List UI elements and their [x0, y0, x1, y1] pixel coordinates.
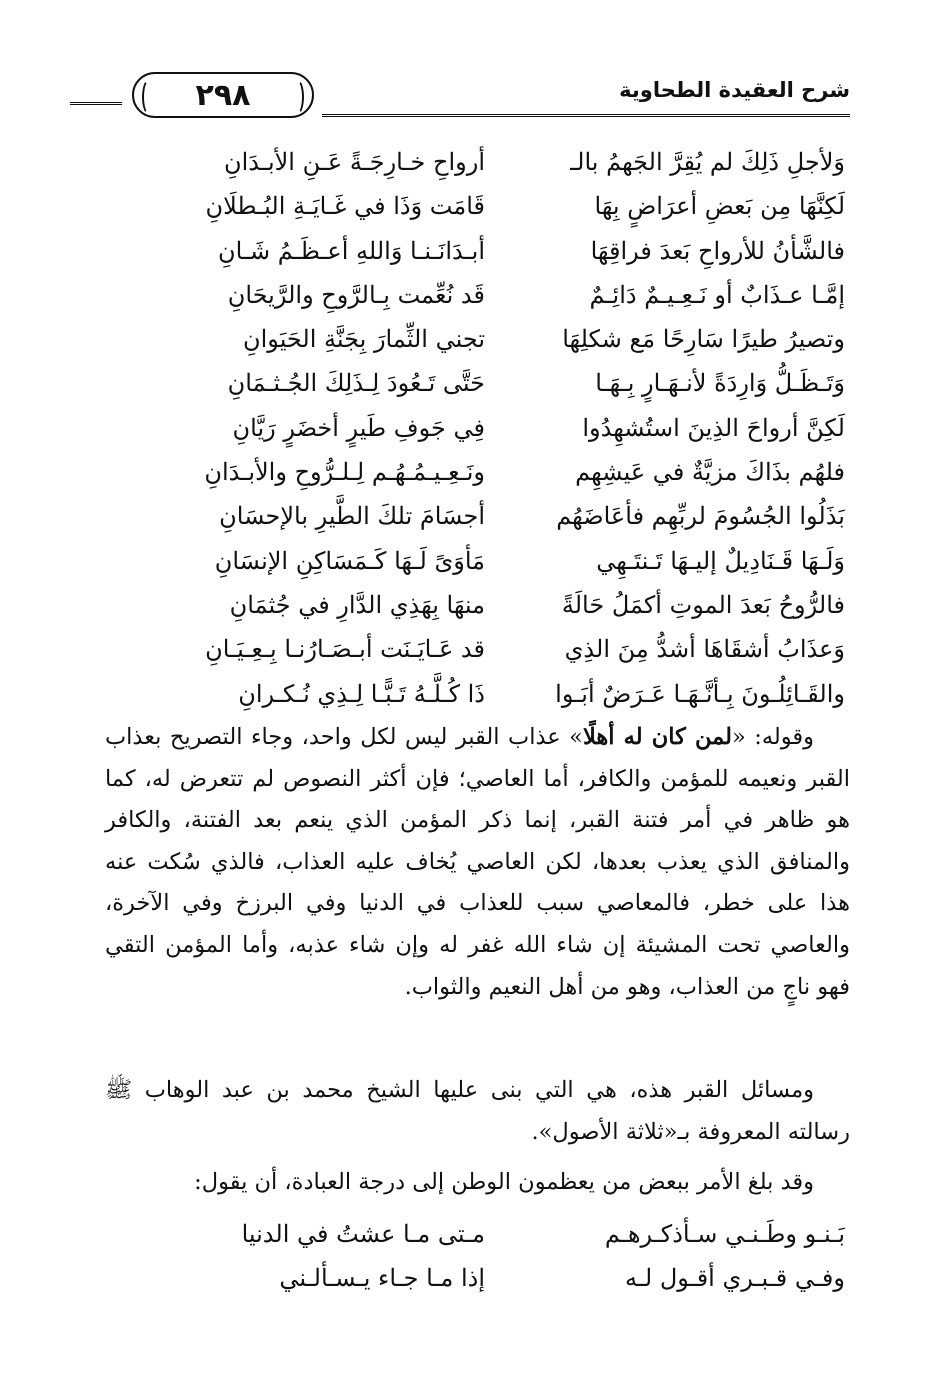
commentary-paragraph — [105, 717, 850, 1008]
verse-second-hemistich: أبـدَانَـنـا وَاللهِ أعـظَـمُ شَـانِ — [218, 236, 485, 265]
verse-line — [110, 140, 845, 184]
verse-line — [110, 583, 845, 627]
poem-verses — [110, 140, 845, 716]
quoted-verses — [110, 1212, 845, 1301]
verse-second-hemistich: مـتى مـا عشتُ في الدنيا — [241, 1220, 485, 1248]
verse-second-hemistich: منهَا بِهَذِي الدَّارِ في جُثمَانِ — [229, 590, 485, 619]
header-rule-right — [322, 114, 850, 117]
verse-line — [110, 450, 845, 494]
verse-first-hemistich: وتصيرُ طيرًا سَارِحًا مَع شكلِهَا — [562, 325, 845, 354]
verse-first-hemistich: بَذَلُوا الجُسُومَ لربِّهِم فأعَاضَهُم — [556, 502, 845, 531]
verse-second-hemistich: أجسَامَ تلكَ الطَّيرِ بالإحسَانِ — [219, 502, 485, 531]
verse-second-hemistich: تجني الثِّمارَ بِجَنَّةِ الحَيَوانِ — [243, 325, 485, 354]
verse-line — [110, 627, 845, 671]
verse-first-hemistich: فلهُم بذَاكَ مزيَّةٌ في عَيشِهِم — [575, 458, 845, 487]
commentary-body: ومسائل القبر هذه، هي التي بنى عليها الشيخ محمد بن عبد الوهاب ﷺ رسالته المعروفة بـ«ثلاثة الأصول». — [105, 1077, 850, 1145]
verse-second-hemistich: قَد نُعِّمت بِـالرَّوحِ والرَّيحَانِ — [227, 280, 485, 309]
verse-first-hemistich: لَكِنَّ أرواحَ الذِينَ استُشهِدُوا — [582, 413, 845, 442]
verse-first-hemistich: وفـي قـبـري أقـول لـه — [624, 1264, 845, 1293]
verse-first-hemistich: فالشَّأنُ للأرواحِ بَعدَ فراقِهَا — [590, 236, 845, 265]
verse-second-hemistich: فِي جَوفِ طَيرٍ أخضَرٍ رَيَّانِ — [232, 413, 485, 442]
verse-first-hemistich: وَلأجلِ ذَلِكَ لم يُقِرَّ الجَهمُ بالـ — [570, 148, 845, 176]
verse-line — [110, 672, 845, 716]
verse-first-hemistich: لَكِنَّهَا مِن بَعضِ أعرَاضٍ بِهَا — [594, 192, 845, 221]
verse-line — [110, 1212, 845, 1256]
quoted-phrase: لمن كان له أهلًا — [582, 724, 732, 750]
verse-second-hemistich: ذَا كُـلَّـهُ تَـبًّـا لِـذِي نُـكـرانِ — [238, 679, 485, 708]
verse-line — [110, 539, 845, 583]
verse-first-hemistich: فالرُّوحُ بَعدَ الموتِ أكمَلُ حَالَةً — [561, 590, 845, 619]
verse-line — [110, 317, 845, 361]
commentary-body: » عذاب القبر ليس لكل واحد، وجاء التصريح بعذاب القبر ونعيمه للمؤمن والكافر، أما العاصي؛ فإن أكثر النصوص لم تتعرض له، كما هو ظاهر في أمر فتنة القبر، إنما ذكر المؤمن الذي ينعم بعد الفتنة، والكافر والمنافق الذي يعذب بعدها، لكن العاصي يُخاف عليه العذاب، فالذي سُكت عنه هذا على خطر، فالمعاصي سبب للعذاب في الدنيا وفي البرزخ وفي الآخرة، والعاصي تحت المشيئة إن شاء الله غفر له وإن شاء عذبه، وأما المؤمن التقي فهو ناجٍ من العذاب، وهو من أهل النعيم والثواب. — [105, 724, 850, 1000]
commentary-paragraph — [105, 1162, 850, 1204]
commentary-body: وقد بلغ الأمر ببعض من يعظمون الوطن إلى درجة العبادة، أن يقول: — [194, 1169, 814, 1195]
verse-second-hemistich: ونَـعِـيـمُـهُـم لِـلـرُّوحِ والأبـدَانِ — [204, 458, 485, 487]
verse-first-hemistich: وَلَـهَا قَـنَادِيلٌ إليـهَا تَـنتَـهِي — [596, 546, 845, 575]
verse-second-hemistich: أرواحِ خـارِجَـةً عَـنِ الأبـدَانِ — [224, 148, 485, 176]
verse-line — [110, 229, 845, 273]
verse-first-hemistich: وَعذَابُ أشقَاهَا أشدُّ مِنَ الذِي — [564, 635, 845, 664]
verse-first-hemistich: والقَـائِلُـونَ بِـأنَّـهَـا عَـرَضٌ أبَـوا — [555, 679, 845, 708]
commentary-lead: وقوله: « — [731, 724, 814, 750]
verse-line — [110, 494, 845, 538]
header-rule-left — [70, 102, 122, 105]
verse-first-hemistich: بَـنـو وطَـنـي سـأذكـرهـم — [604, 1220, 845, 1248]
verse-second-hemistich: مَأوَىً لَـهَا كَـمَسَاكِنِ الإنسَانِ — [214, 546, 485, 575]
verse-second-hemistich: حَتَّى تَـعُودَ لِـذَلِكَ الجُـثـمَانِ — [227, 369, 485, 398]
verse-line — [110, 406, 845, 450]
verse-second-hemistich: إذا مـا جـاء يـسـألـني — [279, 1264, 485, 1293]
verse-line — [110, 273, 845, 317]
verse-first-hemistich: إمَّـا عـذَابٌ أو نَـعِـيـمٌ دَائِـمٌ — [589, 280, 845, 309]
commentary-paragraph — [105, 1070, 850, 1153]
verse-line — [110, 361, 845, 405]
verse-line — [110, 184, 845, 228]
verse-second-hemistich: قَامَت وَذَا في غَـايَـةِ البُـطلَانِ — [205, 192, 485, 221]
verse-line — [110, 1256, 845, 1300]
verse-first-hemistich: وَتَـظَـلُّ وَارِدَةً لأنـهَـارٍ بِـهَـا — [595, 369, 845, 398]
page-header — [60, 72, 850, 122]
page-number: ٢٩٨ — [132, 72, 314, 118]
verse-second-hemistich: قد عَـايَـنَت أبـصَـارُنـا بِـعِـيَـانِ — [205, 635, 485, 664]
book-title: شرح العقيدة الطحاوية — [619, 78, 850, 102]
